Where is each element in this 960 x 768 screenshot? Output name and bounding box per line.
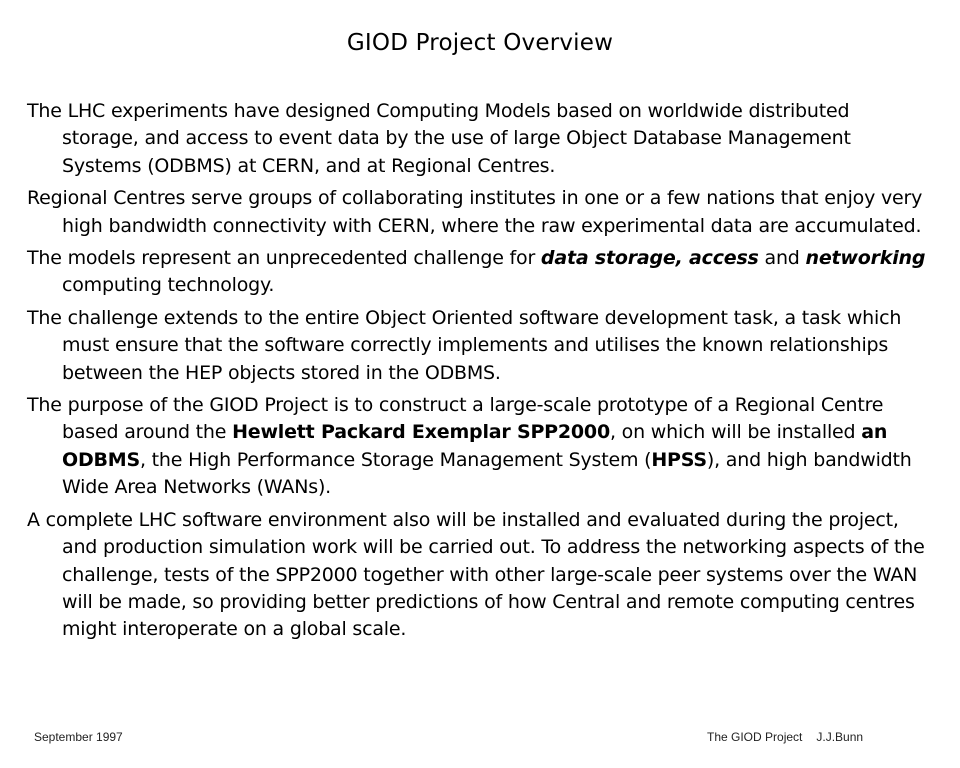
emphasis-hpss: HPSS	[651, 448, 707, 471]
page-title: GIOD Project Overview	[346, 30, 614, 56]
text-segment: The models represent an unprecedented challenge for	[27, 247, 541, 270]
paragraph-computing-models: The LHC experiments have designed Computing Models based on worldwide distributed storage, and access to event data by the use of large Object Database Management Systems (ODBMS) at CERN, and at Regional Centres.	[27, 100, 851, 177]
overview-body	[27, 98, 927, 649]
paragraph-software-environment: A complete LHC software environment also will be installed and evaluated during the project, and production simulation work will be carried out. To address the networking aspects of the challenge, tests of the SPP2000 together with other large-scale peer systems over the WAN will be made, so providing better predictions of how Central and remote computing centres might interoperate on a global scale.	[27, 508, 925, 641]
emphasis-data-storage-access: data storage, access	[540, 247, 759, 270]
paragraph-oo-software: The challenge extends to the entire Object Oriented software development task, a task which must ensure that the software correctly implements and utilises the known relationships between the HEP objects stored in the ODBMS.	[27, 306, 902, 384]
footer-author: J.J.Bunn	[816, 730, 864, 744]
emphasis-networking: networking	[805, 247, 926, 270]
text-segment: ), and high bandwidth Wide Area Networks (WANs).	[62, 448, 912, 499]
emphasis-exemplar: Hewlett Packard Exemplar SPP2000	[232, 421, 610, 444]
paragraph-regional-centres: Regional Centres serve groups of collaborating institutes in one or a few nations that enjoy very high bandwidth connectivity with CERN, where the raw experimental data are accumulated.	[27, 187, 923, 237]
text-segment: , on which will be installed	[609, 421, 862, 444]
footer-date: September 1997	[34, 730, 123, 744]
paragraph-purpose	[27, 392, 927, 502]
text-segment: and	[758, 247, 806, 270]
footer-credit	[707, 730, 863, 744]
text-segment: The purpose of the GIOD Project is to construct a large-scale prototype of a Regional Centre based around the	[27, 394, 884, 444]
emphasis-odbms: an ODBMS	[62, 421, 888, 471]
text-segment: , the High Performance Storage Management System (	[140, 448, 652, 471]
text-segment: computing technology.	[62, 274, 275, 297]
footer-project: The GIOD Project	[707, 730, 803, 744]
paragraph-challenge	[27, 245, 927, 300]
